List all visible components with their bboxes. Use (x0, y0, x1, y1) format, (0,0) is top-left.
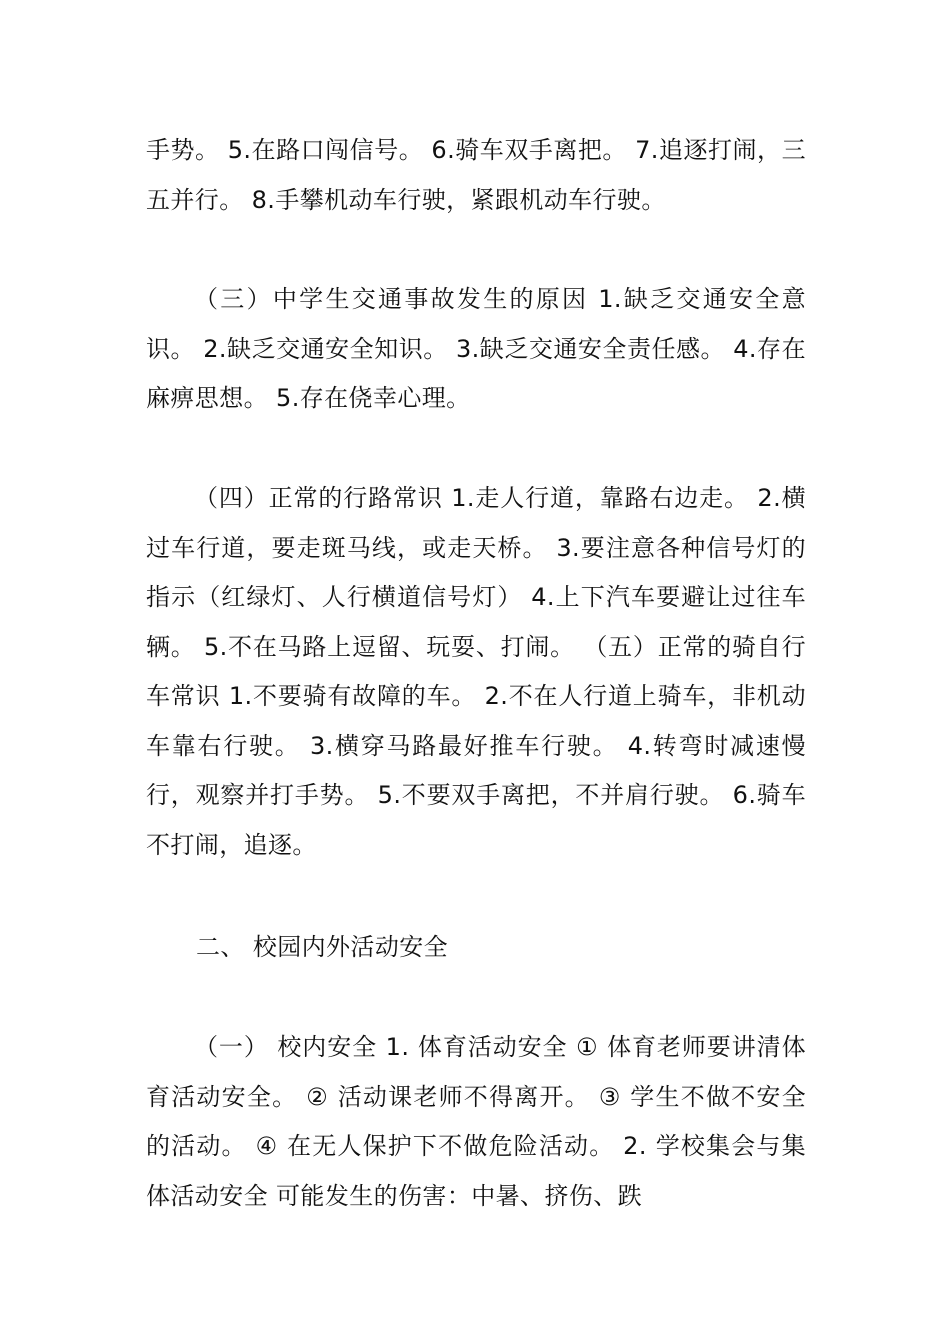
paragraph-accident-causes: （三）中学生交通事故发生的原因 1.缺乏交通安全意识。 2.缺乏交通安全知识。 3.缺乏交通安全责任感。 4.存在麻痹思想。 5.存在侥幸心理。 (146, 285, 806, 412)
paragraph-traffic-violations: 手势。 5.在路口闯信号。 6.骑车双手离把。 7.追逐打闹，三五并行。 8.手攀机动车行驶，紧跟机动车行驶。 (146, 136, 806, 214)
paragraph-walking-cycling-rules: （四）正常的行路常识 1.走人行道，靠路右边走。 2.横过车行道，要走斑马线，或走天桥。 3.要注意各种信号灯的指示（红绿灯、人行横道信号灯） 4.上下汽车要避让过往车辆。 5.不在马路上逗留、玩耍、打闹。 （五）正常的骑自行车常识 1.不要骑有故障的车。 2.不在人行道上骑车，非机动车靠右行驶。 3.横穿马路最好推车行驶。 4.转弯时减速慢行，观察并打手势。 5.不要双手离把，不并肩行驶。 6.骑车不打闹，追逐。 (146, 484, 806, 859)
section-heading-campus-safety: 二、 校园内外活动安全 (196, 933, 449, 961)
paragraph-campus-safety: （一） 校内安全 1. 体育活动安全 ① 体育老师要讲清体育活动安全。 ② 活动课老师不得离开。 ③ 学生不做不安全的活动。 ④ 在无人保护下不做危险活动。 2. 学校集会与集体活动安全 可能发生的伤害：中暑、挤伤、跌 (146, 1033, 806, 1210)
